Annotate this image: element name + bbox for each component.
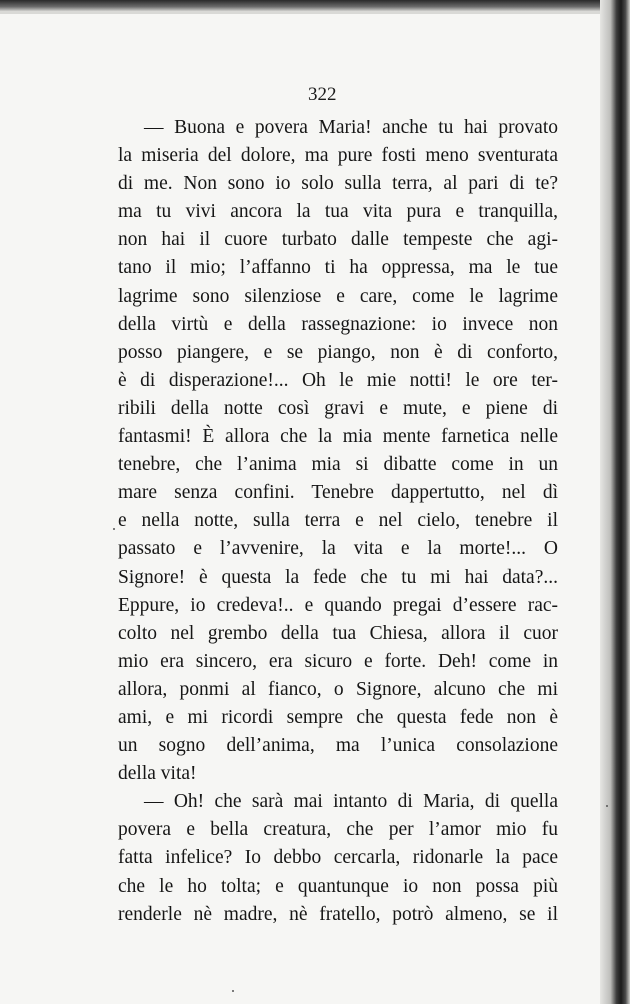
text-line: povera e bella creatura, che per l’amor mio fu bbox=[118, 819, 558, 841]
text-line: — Buona e povera Maria! anche tu hai provato bbox=[144, 117, 558, 138]
page-number: 322 bbox=[308, 84, 337, 105]
text-line: — Oh! che sarà mai intanto di Maria, di quella bbox=[144, 791, 558, 813]
text-line: che le ho tolta; e quantunque io non possa più bbox=[118, 875, 558, 897]
text-line: mare senza confini. Tenebre dappertutto, nel dì bbox=[118, 482, 558, 504]
ink-speck bbox=[113, 528, 115, 530]
text-line: ami, e mi ricordi sempre che questa fede non è bbox=[118, 706, 558, 728]
text-line: e nella notte, sulla terra e nel cielo, tenebre il bbox=[118, 510, 558, 532]
ink-speck bbox=[232, 990, 234, 992]
text-line: colto nel grembo della tua Chiesa, allora il cuor bbox=[118, 622, 558, 644]
ink-speck bbox=[606, 805, 608, 807]
text-line: è di disperazione!... Oh le mie notti! le ore ter- bbox=[118, 369, 558, 391]
text-line: tenebre, che l’anima mia si dibatte come in un bbox=[118, 454, 558, 476]
text-line: lagrime sono silenziose e care, come le lagrime bbox=[118, 285, 558, 307]
text-line: ribili della notte così gravi e mute, e piene di bbox=[118, 397, 558, 419]
text-line: Signore! è questa la fede che tu mi hai data?... bbox=[118, 566, 558, 588]
text-line: tano il mio; l’affanno ti ha oppressa, ma le tue bbox=[118, 257, 558, 279]
text-line: della vita! bbox=[118, 763, 197, 785]
text-line: non hai il cuore turbato dalle tempeste che agi- bbox=[118, 229, 558, 251]
text-line: passato e l’avvenire, la vita e la morte!... O bbox=[118, 538, 558, 560]
text-line: fantasmi! È allora che la mia mente farnetica nelle bbox=[118, 426, 558, 448]
scan-top-edge-shade bbox=[0, 11, 630, 14]
body-text bbox=[118, 114, 558, 929]
text-line: ma tu vivi ancora la tua vita pura e tranquilla, bbox=[118, 201, 558, 223]
text-line: allora, ponmi al fianco, o Signore, alcuno che mi bbox=[118, 678, 558, 700]
text-line: fatta infelice? Io debbo cercarla, ridonarle la pace bbox=[118, 847, 558, 869]
text-line: renderle nè madre, nè fratello, potrò almeno, se il bbox=[118, 903, 558, 925]
text-line: Eppure, io credeva!.. e quando pregai d’essere rac- bbox=[118, 594, 558, 616]
text-line: di me. Non sono io solo sulla terra, al pari di te? bbox=[118, 173, 558, 195]
text-line: posso piangere, e se piango, non è di conforto, bbox=[118, 341, 558, 363]
text-line: la miseria del dolore, ma pure fosti meno sventurata bbox=[118, 145, 558, 167]
book-spine-edge bbox=[600, 0, 630, 1004]
text-line: mio era sincero, era sicuro e forte. Deh! come in bbox=[118, 650, 558, 672]
scan-top-edge bbox=[0, 0, 630, 11]
text-line: della virtù e della rassegnazione: io invece non bbox=[118, 313, 558, 335]
text-line: un sogno dell’anima, ma l’unica consolazione bbox=[118, 735, 558, 757]
